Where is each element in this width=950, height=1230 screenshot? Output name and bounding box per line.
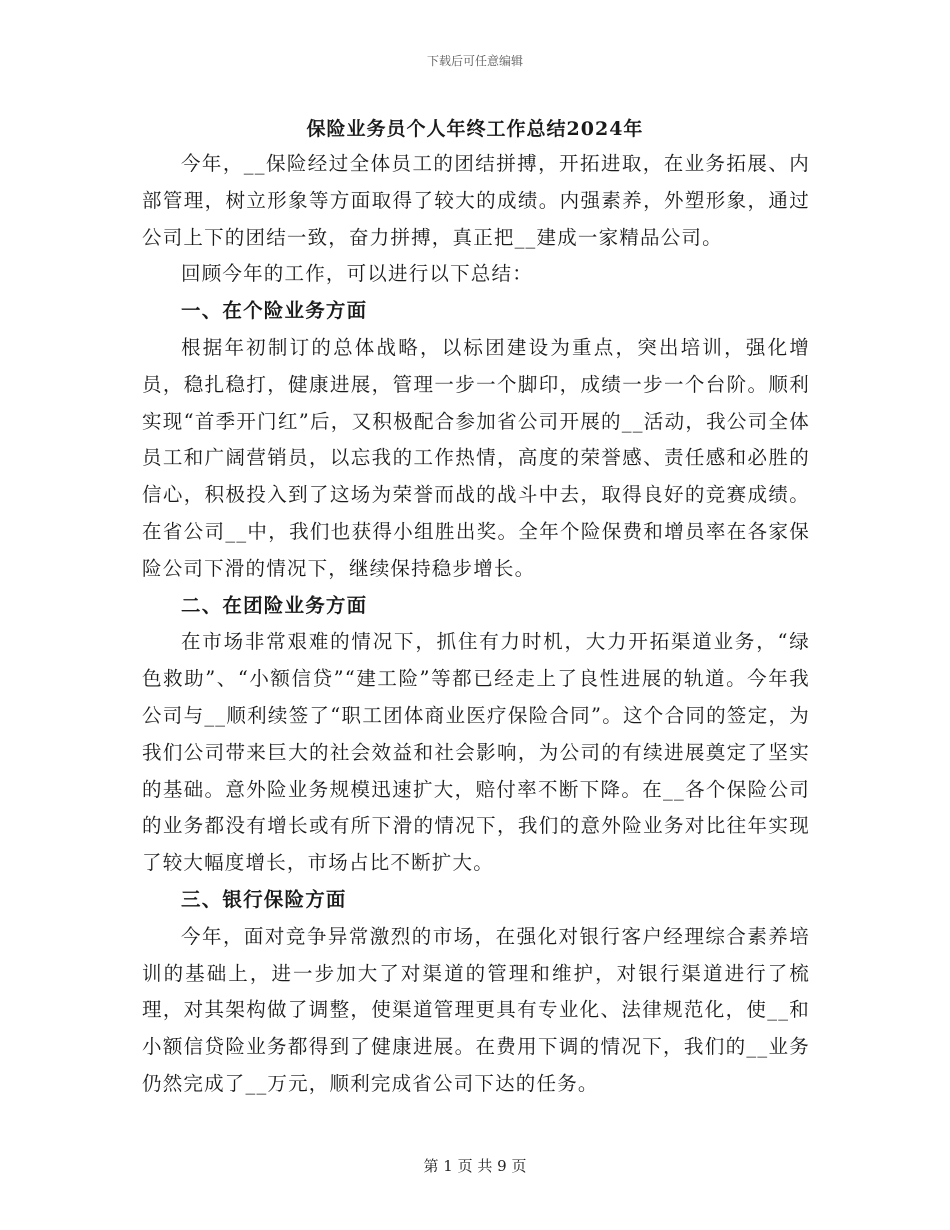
- section3-heading: 三、银行保险方面: [181, 887, 347, 911]
- document-body: [142, 146, 810, 1103]
- review-paragraph: 回顾今年的工作，可以进行以下总结：: [181, 262, 533, 286]
- section1-paragraph: 根据年初制订的总体战略，以标团建设为重点，突出培训，强化增员，稳扎稳打，健康进展，管理一步一个脚印，成绩一步一个台阶。顺利实现“首季开门红”后，又积极配合参加省公司开展的__活动，我公司全体员工和广阔营销员，以忘我的工作热情，高度的荣誉感、责任感和必胜的信心，积极投入到了这场为荣誉而战的战斗中去，取得良好的竞赛成绩。在省公司__中，我们也获得小组胜出奖。全年个险保费和增员率在各家保险公司下滑的情况下，继续保持稳步增长。: [142, 335, 810, 580]
- section2-paragraph: 在市场非常艰难的情况下，抓住有力时机，大力开拓渠道业务，“绿色救助”、“小额信贷”“建工险”等都已经走上了良性进展的轨道。今年我公司与__顺利续签了“职工团体商业医疗保险合同”。这个合同的签定，为我们公司带来巨大的社会效益和社会影响，为公司的有续进展奠定了坚实的基础。意外险业务规模迅速扩大，赔付率不断下降。在__各个保险公司的业务都没有增长或有所下滑的情况下，我们的意外险业务对比往年实现了较大幅度增长，市场占比不断扩大。: [142, 630, 810, 875]
- section1-heading: 一、在个险业务方面: [181, 299, 368, 323]
- page-number-footer: 第 1 页 共 9 页: [423, 1157, 527, 1175]
- intro-paragraph: 今年，__保险经过全体员工的团结拼搏，开拓进取，在业务拓展、内部管理，树立形象等方面取得了较大的成绩。内强素养，外塑形象，通过公司上下的团结一致，奋力拼搏，真正把__建成一家精品公司。: [142, 152, 810, 249]
- section2-heading: 二、在团险业务方面: [181, 593, 368, 617]
- document-title: 保险业务员个人年终工作总结2024年: [306, 118, 644, 140]
- header-note: 下载后可任意编辑: [426, 54, 523, 68]
- section3-paragraph: 今年，面对竞争异常激烈的市场，在强化对银行客户经理综合素养培训的基础上，进一步加大了对渠道的管理和维护，对银行渠道进行了梳理，对其架构做了调整，使渠道管理更具有专业化、法律规范化，使__和小额信贷险业务都得到了健康进展。在费用下调的情况下，我们的__业务仍然完成了__万元，顺利完成省公司下达的任务。: [142, 924, 810, 1095]
